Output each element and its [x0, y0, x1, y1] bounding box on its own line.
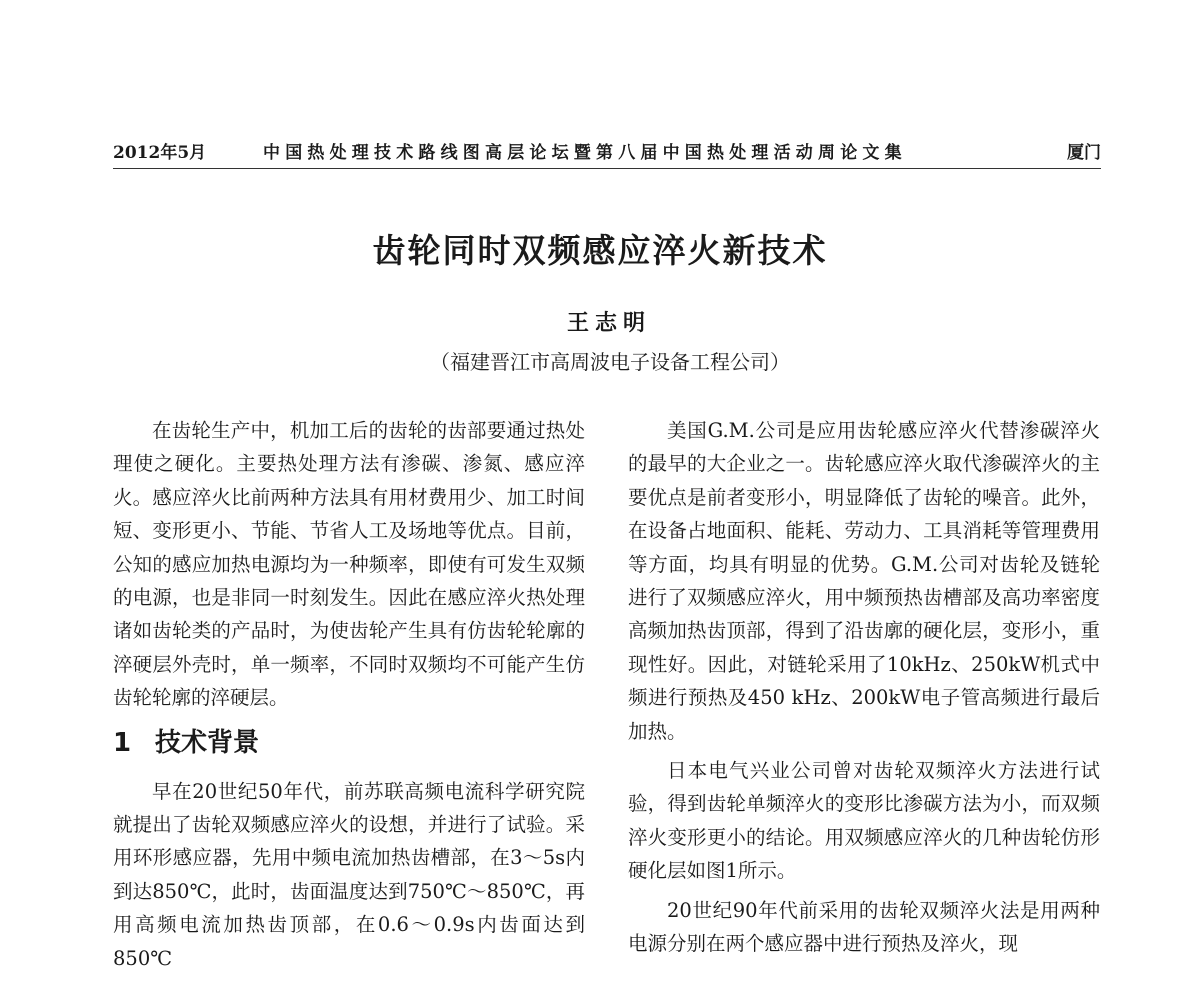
header-rule — [113, 168, 1101, 169]
intro-paragraph: 在齿轮生产中，机加工后的齿轮的齿部要通过热处理使之硬化。主要热处理方法有渗碳、渗氮、感应淬火。感应淬火比前两种方法具有用材费用少、加工时间短、变形更小、节能、节省人工及场地等优点。目前，公知的感应加热电源均为一种频率，即使有可发生双频的电源，也是非同一时刻发生。因此在感应淬火热处理诸如齿轮类的产品时，为使齿轮产生具有仿齿轮轮廓的淬硬层外壳时，单一频率，不同时双频均不可能产生仿齿轮轮廓的淬硬层。 — [113, 419, 585, 710]
gm-paragraph: 美国G.M.公司是应用齿轮感应淬火代替渗碳淬火的最早的大企业之一。齿轮感应淬火取代渗碳淬火的主要优点是前者变形小，明显降低了齿轮的噪音。此外，在设备占地面积、能耗、劳动力、工具消耗等管理费用等方面，均具有明显的优势。G.M.公司对齿轮及链轮进行了双频感应淬火，用中频预热齿槽部及高功率密度高频加热齿顶部，得到了沿齿廓的硬化层，变形小，重现性好。因此，对链轮采用了10kHz、250kW机式中频进行预热及450 kHz、200kW电子管高频进行最后加热。 — [628, 419, 1100, 743]
section-title: 技术背景 — [155, 727, 260, 758]
section-heading — [113, 723, 585, 763]
section-number: 1 — [113, 727, 132, 758]
header-date: 2012年5月 — [113, 143, 207, 163]
running-header — [113, 134, 1101, 164]
header-conference-title: 中国热处理技术路线图高层论坛暨第八届中国热处理活动周论文集 — [263, 143, 907, 163]
japan-paragraph: 日本电气兴业公司曾对齿轮双频淬火方法进行试验，得到齿轮单频淬火的变形比渗碳方法为小，而双频淬火变形更小的结论。用双频感应淬火的几种齿轮仿形硬化层如图1所示。 — [628, 759, 1100, 883]
nineties-paragraph: 20世纪90年代前采用的齿轮双频淬火法是用两种电源分别在两个感应器中进行预热及淬火，现 — [628, 898, 1100, 956]
right-column — [628, 414, 1100, 967]
background-paragraph: 早在20世纪50年代，前苏联高频电流科学研究院就提出了齿轮双频感应淬火的设想，并进行了试验。采用环形感应器，先用中频电流加热齿槽部，在3～5s内到达850℃，此时，齿面温度达到750℃～850℃，再用高频电流加热齿顶部，在0.6～0.9s内齿面达到850℃ — [113, 779, 585, 970]
left-column — [113, 414, 585, 981]
header-location: 厦门 — [1067, 143, 1101, 163]
article-affiliation: （福建晋江市高周波电子设备工程公司） — [430, 350, 790, 374]
article-title: 齿轮同时双频感应淬火新技术 — [372, 231, 828, 270]
article-author: 王志明 — [566, 310, 651, 336]
